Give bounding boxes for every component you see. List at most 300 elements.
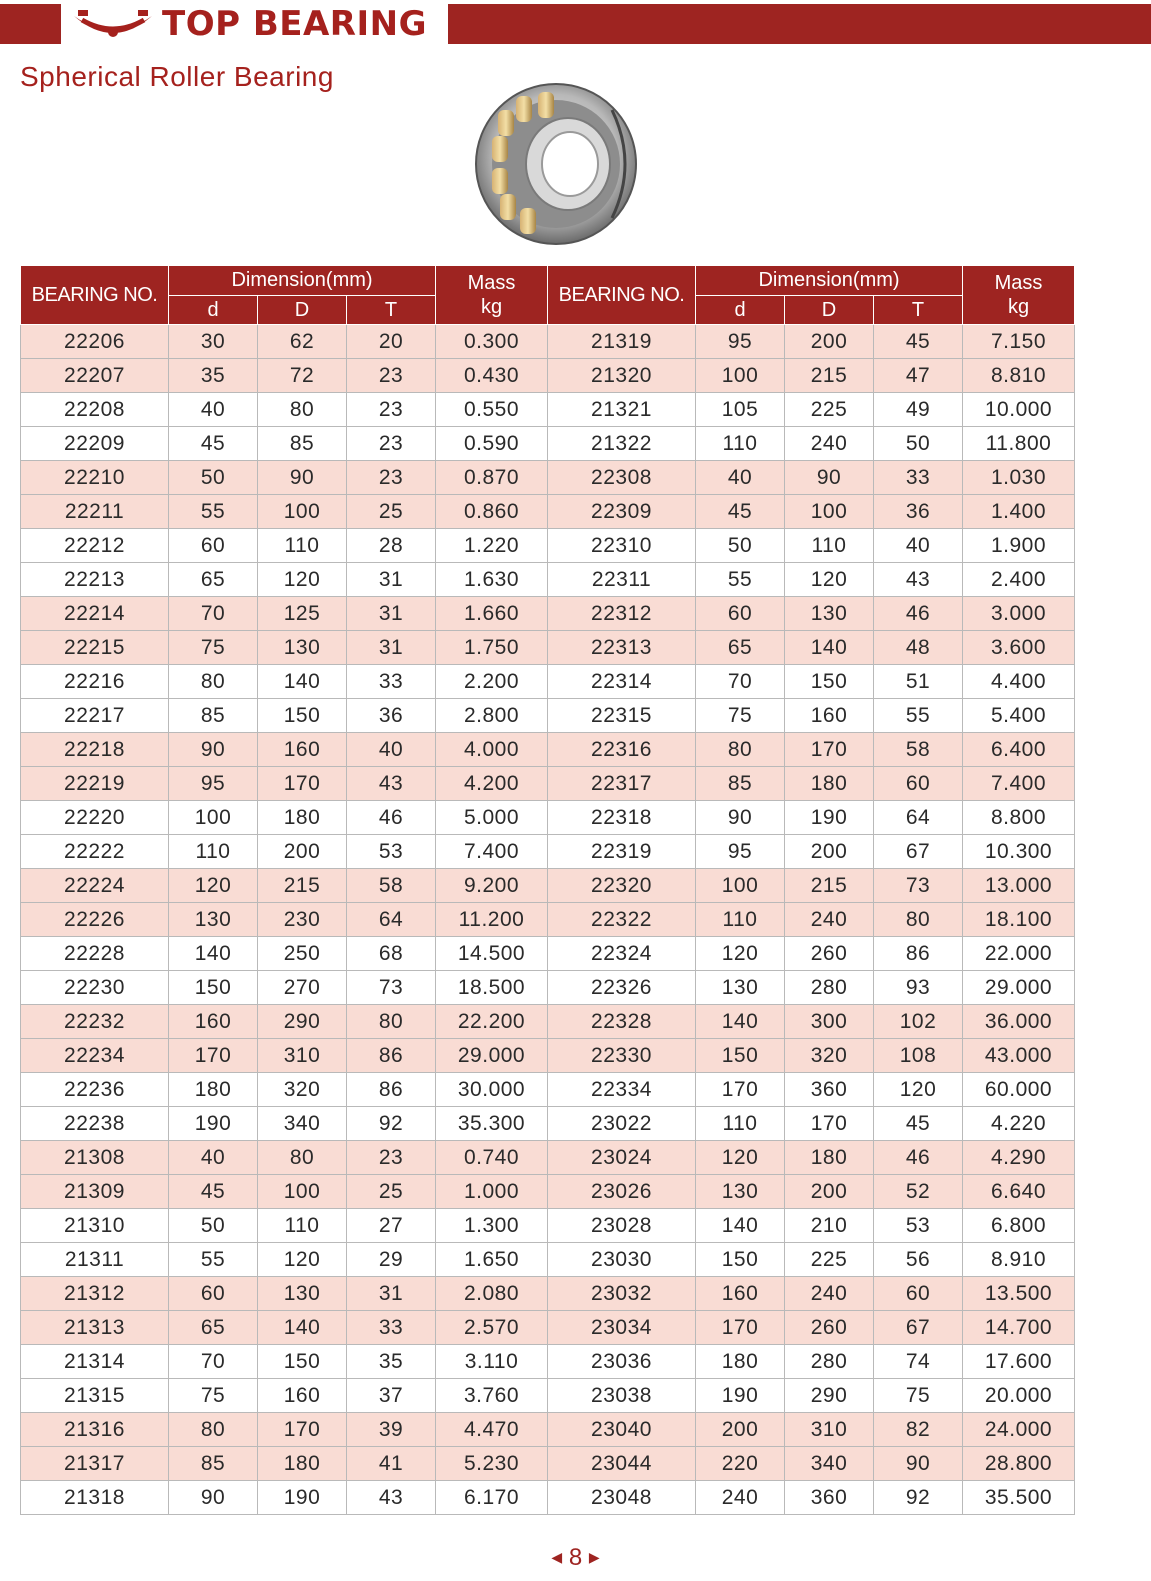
page-subtitle: Spherical Roller Bearing [20, 61, 334, 92]
left-bore-d-cell: 85 [169, 1447, 258, 1481]
page-navigation [0, 1543, 1151, 1572]
table-row [21, 359, 1075, 393]
right-mass-kg-cell: 10.300 [963, 835, 1075, 869]
right-bearing-no-cell: 22318 [548, 801, 696, 835]
left-mass-kg-cell: 1.650 [436, 1243, 548, 1277]
left-width-T-cell: 80 [347, 1005, 436, 1039]
right-bearing-no-cell: 23028 [548, 1209, 696, 1243]
right-mass-kg-cell: 28.800 [963, 1447, 1075, 1481]
left-bore-d-cell: 65 [169, 563, 258, 597]
left-mass-kg-cell: 3.110 [436, 1345, 548, 1379]
right-outer-D-cell: 120 [785, 563, 874, 597]
left-outer-D-cell: 100 [258, 495, 347, 529]
left-outer-D-cell: 72 [258, 359, 347, 393]
left-bearing-no-cell: 22234 [21, 1039, 169, 1073]
right-bearing-no-cell: 22334 [548, 1073, 696, 1107]
left-width-T-cell: 46 [347, 801, 436, 835]
table-row [21, 393, 1075, 427]
right-width-T-cell: 53 [874, 1209, 963, 1243]
left-outer-D-cell: 215 [258, 869, 347, 903]
right-width-T-cell: 36 [874, 495, 963, 529]
left-mass-kg-cell: 2.800 [436, 699, 548, 733]
right-bore-d-cell: 140 [696, 1209, 785, 1243]
right-outer-D-cell: 150 [785, 665, 874, 699]
left-bearing-no-cell: 22210 [21, 461, 169, 495]
header-T: T [347, 296, 436, 325]
left-width-T-cell: 29 [347, 1243, 436, 1277]
left-width-T-cell: 35 [347, 1345, 436, 1379]
left-mass-kg-cell: 18.500 [436, 971, 548, 1005]
right-mass-kg-cell: 29.000 [963, 971, 1075, 1005]
left-width-T-cell: 31 [347, 1277, 436, 1311]
right-bearing-no-cell: 22326 [548, 971, 696, 1005]
table-row [21, 665, 1075, 699]
left-width-T-cell: 28 [347, 529, 436, 563]
left-bore-d-cell: 95 [169, 767, 258, 801]
left-bearing-no-cell: 21314 [21, 1345, 169, 1379]
left-mass-kg-cell: 0.550 [436, 393, 548, 427]
header-T: T [874, 296, 963, 325]
left-width-T-cell: 23 [347, 393, 436, 427]
left-bore-d-cell: 180 [169, 1073, 258, 1107]
left-bore-d-cell: 80 [169, 665, 258, 699]
right-width-T-cell: 56 [874, 1243, 963, 1277]
right-outer-D-cell: 300 [785, 1005, 874, 1039]
header-right-bar [448, 4, 1151, 44]
left-mass-kg-cell: 1.220 [436, 529, 548, 563]
left-bore-d-cell: 80 [169, 1413, 258, 1447]
left-mass-kg-cell: 1.300 [436, 1209, 548, 1243]
left-bearing-no-cell: 22218 [21, 733, 169, 767]
right-width-T-cell: 48 [874, 631, 963, 665]
right-outer-D-cell: 320 [785, 1039, 874, 1073]
left-width-T-cell: 41 [347, 1447, 436, 1481]
right-width-T-cell: 45 [874, 325, 963, 359]
right-width-T-cell: 90 [874, 1447, 963, 1481]
right-bearing-no-cell: 23048 [548, 1481, 696, 1515]
header-mass-label: Mass [994, 272, 1043, 294]
left-width-T-cell: 36 [347, 699, 436, 733]
header-dimension: Dimension(mm) [169, 266, 436, 296]
right-width-T-cell: 50 [874, 427, 963, 461]
left-outer-D-cell: 85 [258, 427, 347, 461]
left-bore-d-cell: 90 [169, 1481, 258, 1515]
right-width-T-cell: 49 [874, 393, 963, 427]
left-mass-kg-cell: 35.300 [436, 1107, 548, 1141]
right-width-T-cell: 92 [874, 1481, 963, 1515]
table-row [21, 427, 1075, 461]
table-row [21, 835, 1075, 869]
right-width-T-cell: 60 [874, 1277, 963, 1311]
right-bore-d-cell: 100 [696, 359, 785, 393]
left-bearing-no-cell: 22222 [21, 835, 169, 869]
brand-logo [70, 4, 427, 44]
left-mass-kg-cell: 2.570 [436, 1311, 548, 1345]
right-outer-D-cell: 130 [785, 597, 874, 631]
left-width-T-cell: 40 [347, 733, 436, 767]
table-row [21, 937, 1075, 971]
left-bore-d-cell: 130 [169, 903, 258, 937]
right-outer-D-cell: 215 [785, 869, 874, 903]
left-bore-d-cell: 45 [169, 427, 258, 461]
right-width-T-cell: 67 [874, 835, 963, 869]
left-width-T-cell: 92 [347, 1107, 436, 1141]
right-bearing-no-cell: 23038 [548, 1379, 696, 1413]
right-bore-d-cell: 140 [696, 1005, 785, 1039]
right-outer-D-cell: 225 [785, 393, 874, 427]
right-mass-kg-cell: 8.800 [963, 801, 1075, 835]
right-mass-kg-cell: 22.000 [963, 937, 1075, 971]
right-mass-kg-cell: 20.000 [963, 1379, 1075, 1413]
right-bore-d-cell: 110 [696, 903, 785, 937]
left-bore-d-cell: 70 [169, 597, 258, 631]
right-bearing-no-cell: 23022 [548, 1107, 696, 1141]
right-outer-D-cell: 200 [785, 1175, 874, 1209]
right-bearing-no-cell: 22312 [548, 597, 696, 631]
right-mass-kg-cell: 4.220 [963, 1107, 1075, 1141]
left-bearing-no-cell: 22224 [21, 869, 169, 903]
table-row [21, 1175, 1075, 1209]
right-bore-d-cell: 70 [696, 665, 785, 699]
header-dimension: Dimension(mm) [696, 266, 963, 296]
right-outer-D-cell: 140 [785, 631, 874, 665]
table-row [21, 1481, 1075, 1515]
right-width-T-cell: 120 [874, 1073, 963, 1107]
right-mass-kg-cell: 8.910 [963, 1243, 1075, 1277]
table-row [21, 1345, 1075, 1379]
right-mass-kg-cell: 6.800 [963, 1209, 1075, 1243]
table-row [21, 1073, 1075, 1107]
left-bore-d-cell: 40 [169, 393, 258, 427]
left-bearing-no-cell: 22206 [21, 325, 169, 359]
left-bore-d-cell: 70 [169, 1345, 258, 1379]
left-outer-D-cell: 170 [258, 767, 347, 801]
right-mass-kg-cell: 4.400 [963, 665, 1075, 699]
right-width-T-cell: 45 [874, 1107, 963, 1141]
right-outer-D-cell: 160 [785, 699, 874, 733]
right-outer-D-cell: 180 [785, 767, 874, 801]
next-page-icon[interactable]: ▶ [588, 1549, 600, 1566]
right-outer-D-cell: 190 [785, 801, 874, 835]
left-width-T-cell: 33 [347, 1311, 436, 1345]
right-outer-D-cell: 215 [785, 359, 874, 393]
header-left-bar [0, 4, 61, 44]
right-bore-d-cell: 75 [696, 699, 785, 733]
left-mass-kg-cell: 3.760 [436, 1379, 548, 1413]
left-outer-D-cell: 140 [258, 1311, 347, 1345]
right-mass-kg-cell: 6.640 [963, 1175, 1075, 1209]
left-width-T-cell: 23 [347, 1141, 436, 1175]
right-mass-kg-cell: 3.600 [963, 631, 1075, 665]
left-outer-D-cell: 62 [258, 325, 347, 359]
spec-table-body [21, 325, 1075, 1515]
right-mass-kg-cell: 11.800 [963, 427, 1075, 461]
right-outer-D-cell: 90 [785, 461, 874, 495]
left-outer-D-cell: 190 [258, 1481, 347, 1515]
right-bore-d-cell: 110 [696, 1107, 785, 1141]
right-mass-kg-cell: 17.600 [963, 1345, 1075, 1379]
left-bearing-no-cell: 22215 [21, 631, 169, 665]
right-bearing-no-cell: 22319 [548, 835, 696, 869]
left-outer-D-cell: 130 [258, 631, 347, 665]
right-outer-D-cell: 240 [785, 903, 874, 937]
right-mass-kg-cell: 1.900 [963, 529, 1075, 563]
right-bore-d-cell: 80 [696, 733, 785, 767]
right-bore-d-cell: 120 [696, 1141, 785, 1175]
left-bearing-no-cell: 22212 [21, 529, 169, 563]
right-bore-d-cell: 100 [696, 869, 785, 903]
right-bore-d-cell: 60 [696, 597, 785, 631]
right-width-T-cell: 43 [874, 563, 963, 597]
left-mass-kg-cell: 22.200 [436, 1005, 548, 1039]
right-outer-D-cell: 180 [785, 1141, 874, 1175]
left-bearing-no-cell: 22228 [21, 937, 169, 971]
right-outer-D-cell: 280 [785, 971, 874, 1005]
right-bearing-no-cell: 21321 [548, 393, 696, 427]
right-bore-d-cell: 65 [696, 631, 785, 665]
left-outer-D-cell: 270 [258, 971, 347, 1005]
right-bearing-no-cell: 22313 [548, 631, 696, 665]
left-bearing-no-cell: 21310 [21, 1209, 169, 1243]
page-number: 8 [568, 1543, 583, 1571]
right-mass-kg-cell: 7.400 [963, 767, 1075, 801]
right-outer-D-cell: 260 [785, 937, 874, 971]
right-bore-d-cell: 130 [696, 971, 785, 1005]
table-row [21, 1209, 1075, 1243]
right-bearing-no-cell: 23032 [548, 1277, 696, 1311]
left-bearing-no-cell: 22217 [21, 699, 169, 733]
left-bearing-no-cell: 22220 [21, 801, 169, 835]
left-bore-d-cell: 150 [169, 971, 258, 1005]
right-mass-kg-cell: 60.000 [963, 1073, 1075, 1107]
left-mass-kg-cell: 1.660 [436, 597, 548, 631]
left-outer-D-cell: 100 [258, 1175, 347, 1209]
right-outer-D-cell: 310 [785, 1413, 874, 1447]
left-outer-D-cell: 160 [258, 1379, 347, 1413]
table-row [21, 767, 1075, 801]
right-bearing-no-cell: 22328 [548, 1005, 696, 1039]
right-bearing-no-cell: 23040 [548, 1413, 696, 1447]
header-mass-unit: kg [480, 296, 503, 318]
right-mass-kg-cell: 35.500 [963, 1481, 1075, 1515]
right-outer-D-cell: 110 [785, 529, 874, 563]
header-outer-D: D [785, 296, 874, 325]
right-bearing-no-cell: 21320 [548, 359, 696, 393]
table-row [21, 903, 1075, 937]
left-bearing-no-cell: 22230 [21, 971, 169, 1005]
left-width-T-cell: 23 [347, 427, 436, 461]
right-bore-d-cell: 220 [696, 1447, 785, 1481]
left-mass-kg-cell: 1.630 [436, 563, 548, 597]
right-bore-d-cell: 180 [696, 1345, 785, 1379]
left-width-T-cell: 73 [347, 971, 436, 1005]
table-row [21, 1005, 1075, 1039]
left-bearing-no-cell: 22213 [21, 563, 169, 597]
left-mass-kg-cell: 1.000 [436, 1175, 548, 1209]
left-outer-D-cell: 310 [258, 1039, 347, 1073]
left-bore-d-cell: 75 [169, 631, 258, 665]
right-mass-kg-cell: 14.700 [963, 1311, 1075, 1345]
right-bore-d-cell: 200 [696, 1413, 785, 1447]
right-bearing-no-cell: 22320 [548, 869, 696, 903]
left-bearing-no-cell: 22238 [21, 1107, 169, 1141]
left-bearing-no-cell: 22209 [21, 427, 169, 461]
left-width-T-cell: 23 [347, 461, 436, 495]
left-bore-d-cell: 60 [169, 529, 258, 563]
left-bearing-no-cell: 21313 [21, 1311, 169, 1345]
left-outer-D-cell: 130 [258, 1277, 347, 1311]
left-bearing-no-cell: 22216 [21, 665, 169, 699]
right-mass-kg-cell: 6.400 [963, 733, 1075, 767]
right-mass-kg-cell: 24.000 [963, 1413, 1075, 1447]
right-bearing-no-cell: 22314 [548, 665, 696, 699]
left-width-T-cell: 31 [347, 597, 436, 631]
header-mass [963, 266, 1075, 325]
bearing-spec-table [20, 265, 1075, 1515]
left-width-T-cell: 23 [347, 359, 436, 393]
left-bore-d-cell: 50 [169, 461, 258, 495]
right-bore-d-cell: 95 [696, 325, 785, 359]
table-row [21, 597, 1075, 631]
right-bearing-no-cell: 23026 [548, 1175, 696, 1209]
right-width-T-cell: 64 [874, 801, 963, 835]
left-bore-d-cell: 170 [169, 1039, 258, 1073]
left-bore-d-cell: 35 [169, 359, 258, 393]
right-mass-kg-cell: 1.400 [963, 495, 1075, 529]
left-width-T-cell: 68 [347, 937, 436, 971]
header-bearing-no: BEARING NO. [21, 266, 169, 325]
left-width-T-cell: 43 [347, 767, 436, 801]
right-bearing-no-cell: 22309 [548, 495, 696, 529]
left-bore-d-cell: 90 [169, 733, 258, 767]
left-bearing-no-cell: 22219 [21, 767, 169, 801]
right-outer-D-cell: 240 [785, 427, 874, 461]
left-bearing-no-cell: 22207 [21, 359, 169, 393]
right-width-T-cell: 74 [874, 1345, 963, 1379]
left-outer-D-cell: 90 [258, 461, 347, 495]
left-mass-kg-cell: 14.500 [436, 937, 548, 971]
right-bore-d-cell: 50 [696, 529, 785, 563]
right-bore-d-cell: 90 [696, 801, 785, 835]
left-width-T-cell: 25 [347, 1175, 436, 1209]
left-bore-d-cell: 190 [169, 1107, 258, 1141]
left-bore-d-cell: 120 [169, 869, 258, 903]
left-mass-kg-cell: 0.300 [436, 325, 548, 359]
right-outer-D-cell: 240 [785, 1277, 874, 1311]
left-bore-d-cell: 55 [169, 495, 258, 529]
right-outer-D-cell: 200 [785, 325, 874, 359]
left-bearing-no-cell: 22226 [21, 903, 169, 937]
table-row [21, 1107, 1075, 1141]
table-row [21, 631, 1075, 665]
left-bearing-no-cell: 21311 [21, 1243, 169, 1277]
left-mass-kg-cell: 5.000 [436, 801, 548, 835]
left-outer-D-cell: 120 [258, 1243, 347, 1277]
left-outer-D-cell: 200 [258, 835, 347, 869]
left-bearing-no-cell: 21317 [21, 1447, 169, 1481]
right-bearing-no-cell: 23044 [548, 1447, 696, 1481]
prev-page-icon[interactable]: ◀ [551, 1549, 563, 1566]
left-outer-D-cell: 170 [258, 1413, 347, 1447]
header-d: d [169, 296, 258, 325]
table-row [21, 801, 1075, 835]
table-row [21, 1277, 1075, 1311]
left-bearing-no-cell: 21309 [21, 1175, 169, 1209]
left-mass-kg-cell: 4.200 [436, 767, 548, 801]
table-row [21, 1447, 1075, 1481]
right-mass-kg-cell: 7.150 [963, 325, 1075, 359]
right-bearing-no-cell: 21322 [548, 427, 696, 461]
left-outer-D-cell: 180 [258, 1447, 347, 1481]
right-width-T-cell: 55 [874, 699, 963, 733]
left-outer-D-cell: 180 [258, 801, 347, 835]
right-mass-kg-cell: 4.290 [963, 1141, 1075, 1175]
right-width-T-cell: 60 [874, 767, 963, 801]
right-width-T-cell: 52 [874, 1175, 963, 1209]
left-mass-kg-cell: 7.400 [436, 835, 548, 869]
right-bore-d-cell: 170 [696, 1311, 785, 1345]
right-mass-kg-cell: 1.030 [963, 461, 1075, 495]
right-width-T-cell: 82 [874, 1413, 963, 1447]
left-mass-kg-cell: 0.860 [436, 495, 548, 529]
right-mass-kg-cell: 13.000 [963, 869, 1075, 903]
left-outer-D-cell: 230 [258, 903, 347, 937]
left-width-T-cell: 86 [347, 1073, 436, 1107]
left-bore-d-cell: 50 [169, 1209, 258, 1243]
right-mass-kg-cell: 13.500 [963, 1277, 1075, 1311]
left-mass-kg-cell: 4.000 [436, 733, 548, 767]
right-outer-D-cell: 225 [785, 1243, 874, 1277]
right-outer-D-cell: 280 [785, 1345, 874, 1379]
left-bearing-no-cell: 21318 [21, 1481, 169, 1515]
left-bore-d-cell: 55 [169, 1243, 258, 1277]
right-bearing-no-cell: 22330 [548, 1039, 696, 1073]
header-mass-unit: kg [1007, 296, 1030, 318]
left-outer-D-cell: 150 [258, 1345, 347, 1379]
left-bore-d-cell: 100 [169, 801, 258, 835]
right-outer-D-cell: 170 [785, 1107, 874, 1141]
right-width-T-cell: 86 [874, 937, 963, 971]
right-width-T-cell: 58 [874, 733, 963, 767]
left-outer-D-cell: 80 [258, 1141, 347, 1175]
right-outer-D-cell: 210 [785, 1209, 874, 1243]
table-row [21, 1379, 1075, 1413]
right-width-T-cell: 108 [874, 1039, 963, 1073]
left-outer-D-cell: 320 [258, 1073, 347, 1107]
right-width-T-cell: 46 [874, 597, 963, 631]
table-row [21, 495, 1075, 529]
right-bearing-no-cell: 21319 [548, 325, 696, 359]
right-bore-d-cell: 105 [696, 393, 785, 427]
right-bearing-no-cell: 22310 [548, 529, 696, 563]
right-width-T-cell: 40 [874, 529, 963, 563]
left-outer-D-cell: 125 [258, 597, 347, 631]
right-bore-d-cell: 85 [696, 767, 785, 801]
left-mass-kg-cell: 0.870 [436, 461, 548, 495]
right-bore-d-cell: 110 [696, 427, 785, 461]
table-row [21, 563, 1075, 597]
left-bearing-no-cell: 21316 [21, 1413, 169, 1447]
table-row [21, 869, 1075, 903]
right-width-T-cell: 46 [874, 1141, 963, 1175]
left-bearing-no-cell: 22214 [21, 597, 169, 631]
right-mass-kg-cell: 3.000 [963, 597, 1075, 631]
left-outer-D-cell: 340 [258, 1107, 347, 1141]
right-outer-D-cell: 360 [785, 1481, 874, 1515]
right-mass-kg-cell: 18.100 [963, 903, 1075, 937]
spherical-roller-bearing-photo [472, 80, 640, 248]
right-bearing-no-cell: 22324 [548, 937, 696, 971]
